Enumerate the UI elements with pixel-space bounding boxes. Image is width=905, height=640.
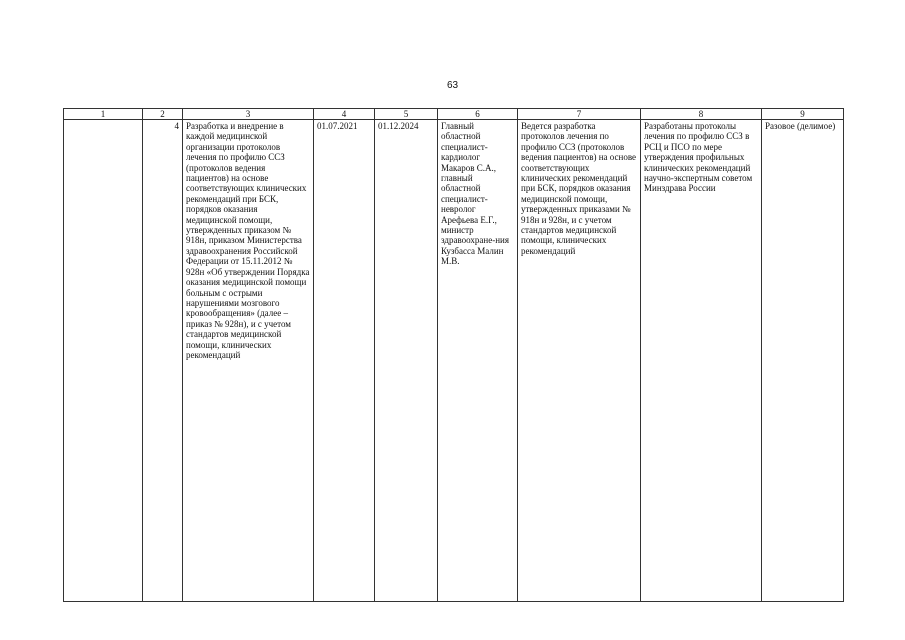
column-header-1: 1: [64, 109, 143, 120]
column-header-2: 2: [143, 109, 183, 120]
column-header-8: 8: [641, 109, 762, 120]
column-header-3: 3: [183, 109, 314, 120]
cell-item-number: 4: [143, 120, 183, 602]
cell-start-date: 01.07.2021: [314, 120, 375, 602]
cell-status: Ведется разработка протоколов лечения по профилю ССЗ (протоколов ведения пациентов) на основе соответствующих клинических рекомендаций при БСК, порядков оказания медицинской помощи, утвержденных приказами № 918н и 928н, и с учетом стандартов медицинской помощи, клинических рекомендаций: [518, 120, 641, 602]
page-number: 63: [446, 80, 459, 91]
cell-result: Разработаны протоколы лечения по профилю ССЗ в РСЦ и ПСО по мере утверждения профильных клинических рекомендаций научно-экспертным советом Минздрава России: [641, 120, 762, 602]
activity-table: [63, 108, 844, 602]
column-header-9: 9: [762, 109, 844, 120]
cell-responsible: Главный областной специалист-кардиолог Макаров С.А., главный областной специалист-невролог Арефьева Е.Г., министр здравоохране-ния Кузбасса Малин М.В.: [438, 120, 518, 602]
cell-end-date: 01.12.2024: [375, 120, 438, 602]
column-number-row: [64, 109, 844, 120]
cell-type: Разовое (делимое): [762, 120, 844, 602]
column-header-6: 6: [438, 109, 518, 120]
cell-activity-description: Разработка и внедрение в каждой медицинской организации протоколов лечения по профилю ССЗ (протоколов ведения пациентов) на основе соответствующих клинических рекомендаций при БСК, порядков оказания медицинской помощи, утвержденных приказом № 918н, приказом Министерства здравоохранения Российской Федерации от 15.11.2012 № 928н «Об утверждении Порядка оказания медицинской помощи больным с острыми нарушениями мозгового кровообращения» (далее – приказ № 928н), и с учетом стандартов медицинской помощи, клинических рекомендаций: [183, 120, 314, 602]
column-header-5: 5: [375, 109, 438, 120]
column-header-7: 7: [518, 109, 641, 120]
cell-section: [64, 120, 143, 602]
column-header-4: 4: [314, 109, 375, 120]
table-row: [64, 120, 844, 602]
